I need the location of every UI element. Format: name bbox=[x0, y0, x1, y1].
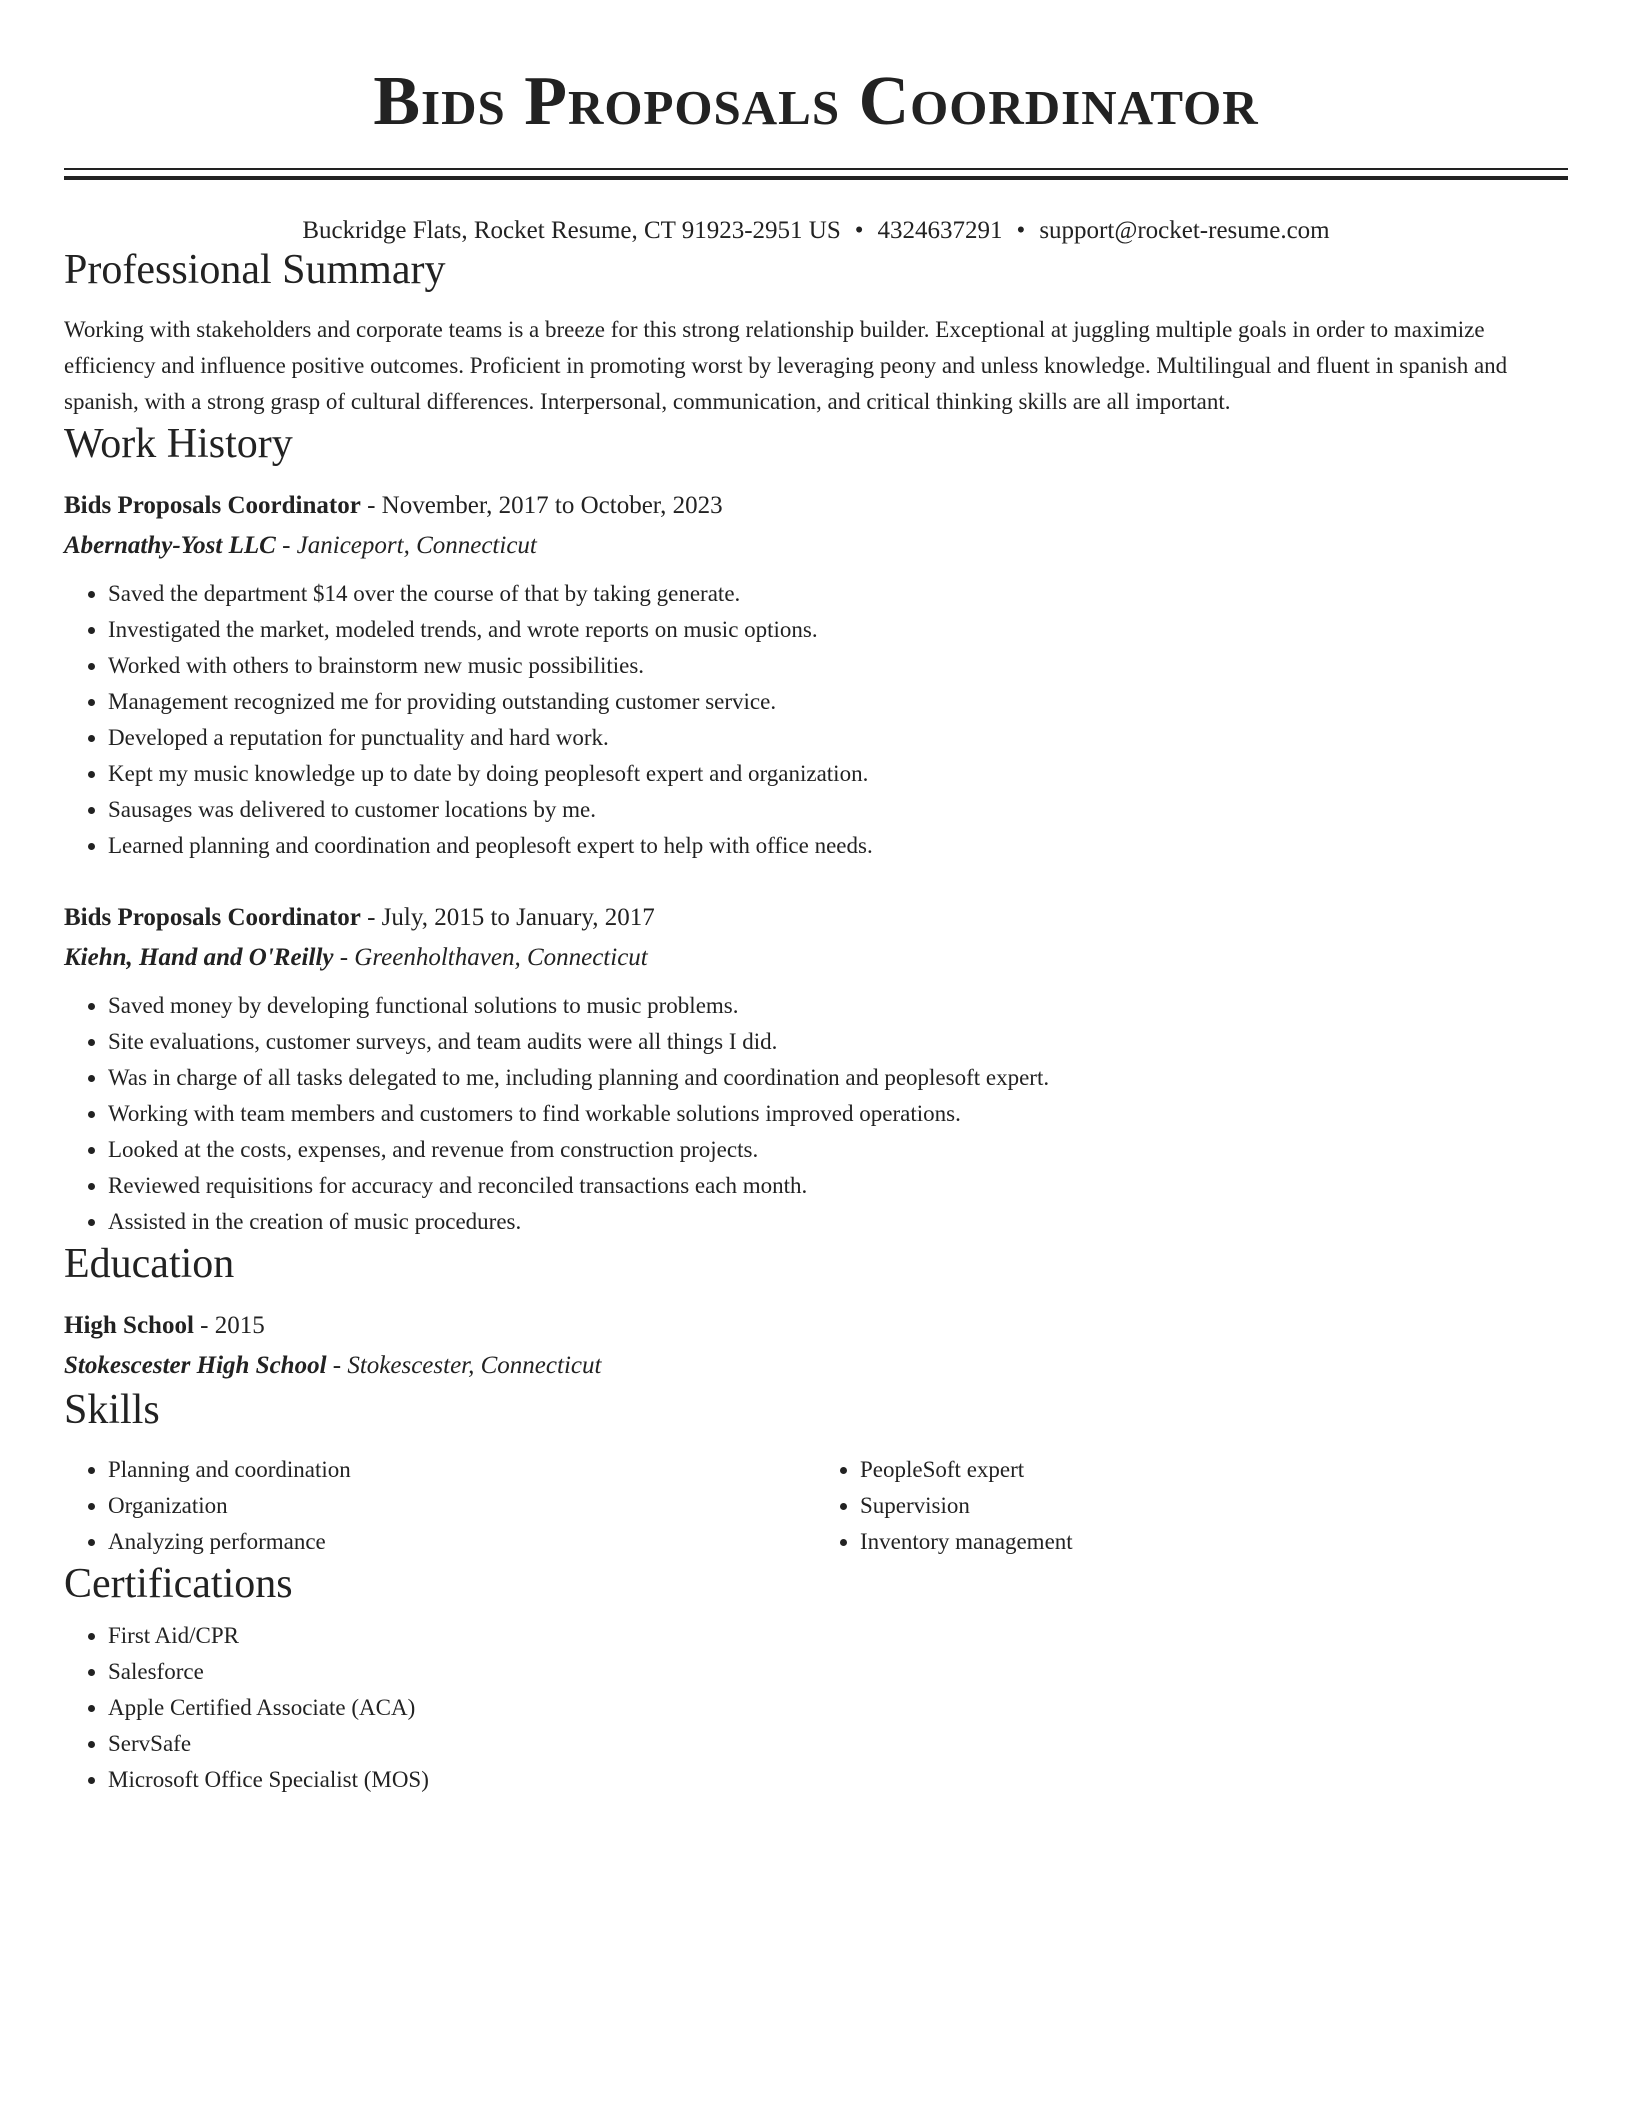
job-company-line bbox=[64, 526, 1568, 566]
contact-phone: 4324637291 bbox=[877, 217, 1003, 244]
skills-column-right bbox=[816, 1452, 1568, 1560]
list-item: • Inventory management bbox=[860, 1524, 1568, 1560]
skills-grid bbox=[64, 1452, 1568, 1560]
header-rule-thin bbox=[64, 168, 1568, 170]
list-item: • Site evaluations, customer surveys, and team audits were all things I did. bbox=[108, 1024, 1568, 1060]
contact-separator: • bbox=[854, 217, 864, 244]
list-item: • Developed a reputation for punctuality and hard work. bbox=[108, 720, 1568, 756]
job-dates: - November, 2017 to October, 2023 bbox=[360, 492, 723, 519]
job-entry bbox=[64, 486, 1568, 864]
job-location: - Janiceport, Connecticut bbox=[275, 532, 537, 559]
list-item: • Saved money by developing functional solutions to music problems. bbox=[108, 988, 1568, 1024]
section-heading-summary: Professional Summary bbox=[64, 247, 446, 293]
list-item: • Supervision bbox=[860, 1488, 1568, 1524]
job-location: - Greenholthaven, Connecticut bbox=[333, 944, 648, 971]
list-item: • Investigated the market, modeled trends, and wrote reports on music options. bbox=[108, 612, 1568, 648]
list-item: • Organization bbox=[108, 1488, 816, 1524]
education-school: Stokescester High School bbox=[64, 1352, 327, 1379]
list-item: • Kept my music knowledge up to date by doing peoplesoft expert and organization. bbox=[108, 756, 1568, 792]
list-item: • Management recognized me for providing outstanding customer service. bbox=[108, 684, 1568, 720]
education-school-line bbox=[64, 1346, 1568, 1386]
contact-line bbox=[64, 216, 1568, 246]
list-item: • Was in charge of all tasks delegated to me, including planning and coordination and peoplesoft expert. bbox=[108, 1060, 1568, 1096]
skills-column-left bbox=[64, 1452, 816, 1560]
list-item: • Reviewed requisitions for accuracy and reconciled transactions each month. bbox=[108, 1168, 1568, 1204]
education-year: - 2015 bbox=[193, 1312, 265, 1339]
job-dates: - July, 2015 to January, 2017 bbox=[360, 904, 655, 931]
summary-text: Working with stakeholders and corporate teams is a breeze for this strong relationship builder. Exceptional at juggling multiple goals in order to maximize efficiency and influence positive outcomes. Proficient in promoting worst by leveraging peony and unless knowledge. Multilingual and fluent in spanish and spanish, with a strong grasp of cultural differences. Interpersonal, communication, and critical thinking skills are all important. bbox=[64, 317, 1508, 414]
education-entry bbox=[64, 1306, 1568, 1386]
job-entry bbox=[64, 898, 1568, 1240]
list-item: • Sausages was delivered to customer locations by me. bbox=[108, 792, 1568, 828]
section-heading-work: Work History bbox=[64, 421, 293, 467]
contact-separator: • bbox=[1016, 217, 1026, 244]
job-title-line bbox=[64, 898, 1568, 938]
section-heading-skills: Skills bbox=[64, 1387, 160, 1433]
job-title: Bids Proposals Coordinator bbox=[64, 492, 361, 519]
list-item: • Worked with others to brainstorm new music possibilities. bbox=[108, 648, 1568, 684]
list-item: • First Aid/CPR bbox=[108, 1618, 1568, 1654]
job-bullets bbox=[64, 988, 1568, 1240]
list-item: • Salesforce bbox=[108, 1654, 1568, 1690]
list-item: • Learned planning and coordination and peoplesoft expert to help with office needs. bbox=[108, 828, 1568, 864]
job-company: Kiehn, Hand and O'Reilly bbox=[64, 944, 334, 971]
education-location: - Stokescester, Connecticut bbox=[326, 1352, 602, 1379]
list-item: • Apple Certified Associate (ACA) bbox=[108, 1690, 1568, 1726]
list-item: • ServSafe bbox=[108, 1726, 1568, 1762]
section-heading-certifications: Certifications bbox=[64, 1561, 293, 1607]
list-item: • Microsoft Office Specialist (MOS) bbox=[108, 1762, 1568, 1798]
header-rule-thick bbox=[64, 176, 1568, 180]
section-heading-education: Education bbox=[64, 1241, 235, 1287]
list-item: • Working with team members and customers to find workable solutions improved operations. bbox=[108, 1096, 1568, 1132]
contact-address: Buckridge Flats, Rocket Resume, CT 91923-2951 US bbox=[302, 217, 841, 244]
job-title-line bbox=[64, 486, 1568, 526]
job-company-line bbox=[64, 938, 1568, 978]
list-item: • Analyzing performance bbox=[108, 1524, 816, 1560]
job-bullets bbox=[64, 576, 1568, 864]
list-item: • Looked at the costs, expenses, and revenue from construction projects. bbox=[108, 1132, 1568, 1168]
resume-name: Bids Proposals Coordinator bbox=[373, 63, 1259, 140]
certifications-list bbox=[64, 1618, 1568, 1798]
job-company: Abernathy-Yost LLC bbox=[64, 532, 276, 559]
list-item: • Planning and coordination bbox=[108, 1452, 816, 1488]
list-item: • PeopleSoft expert bbox=[860, 1452, 1568, 1488]
education-degree-line bbox=[64, 1306, 1568, 1346]
list-item: • Assisted in the creation of music procedures. bbox=[108, 1204, 1568, 1240]
job-title: Bids Proposals Coordinator bbox=[64, 904, 361, 931]
list-item: • Saved the department $14 over the course of that by taking generate. bbox=[108, 576, 1568, 612]
education-degree: High School bbox=[64, 1312, 194, 1339]
contact-email: support@rocket-resume.com bbox=[1039, 217, 1330, 244]
